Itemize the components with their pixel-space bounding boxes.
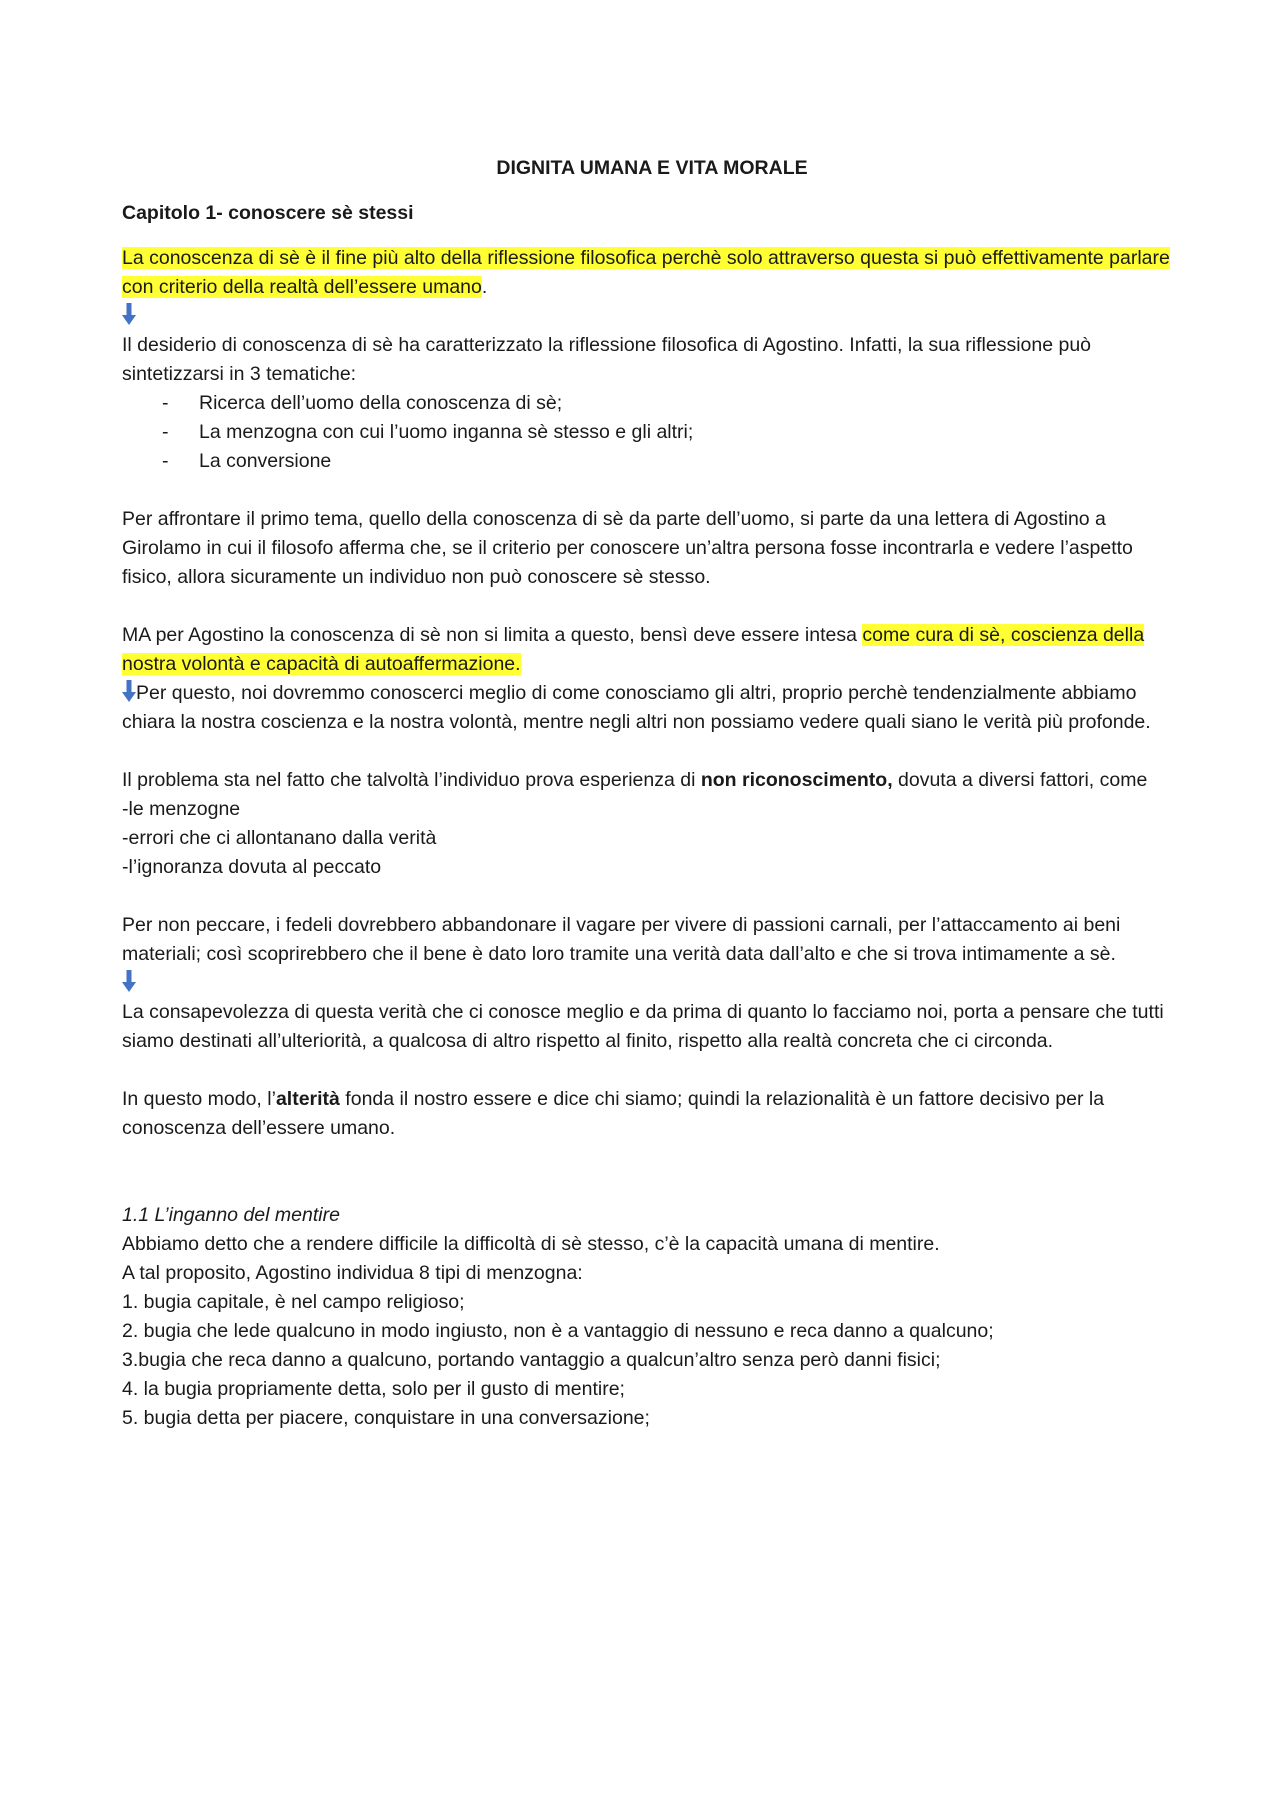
paragraph-lying: Abbiamo detto che a rendere difficile la difficoltà di sè stesso, c’è la capacità umana di mentire. <box>122 1233 940 1255</box>
period: . <box>481 276 488 298</box>
paragraph-augustine-reflection: Il desiderio di conoscenza di sè ha caratterizzato la riflessione filosofica di Agostino. Infatti, la sua riflessione può sintetizzarsi in 3 tematiche: <box>122 334 1092 385</box>
paragraph-knowing-ourselves: Per questo, noi dovremmo conoscerci meglio di come conosciamo gli altri, proprio perchè tendenzialmente abbiamo chiara la nostra coscienza e la nostra volontà, mentre negli altri non possiamo vedere quali siano le verità più profonde. <box>122 679 1182 737</box>
paragraph-awareness: La consapevolezza di questa verità che ci conosce meglio e da prima di quanto lo facciamo noi, porta a pensare che tutti siamo destinati all’ulteriorità, a qualcosa di altro rispetto al finito, rispetto alla realtà concreta che ci circonda. <box>122 1001 1164 1052</box>
factor-item: -le menzogne <box>122 798 241 820</box>
paragraph-intro <box>122 244 1182 302</box>
down-arrow-icon <box>122 679 136 703</box>
lie-type-item: 1. bugia capitale, è nel campo religioso; <box>122 1291 465 1313</box>
section-heading: 1.1 L’inganno del mentire <box>122 1204 340 1226</box>
paragraph-self-care: MA per Agostino la conoscenza di sè non si limita a questo, bensì deve essere intesa come cura di sè, coscienza della nostra volontà e capacità di autoaffermazione. <box>122 624 1145 675</box>
highlighted-text: La conoscenza di sè è il fine più alto della riflessione filosofica perchè solo attraverso questa si può effettivamente parlare con criterio della realtà dell’essere umano <box>122 247 1170 298</box>
document-title: DIGNITA UMANA E VITA MORALE <box>496 157 808 179</box>
factor-item: -l’ignoranza dovuta al peccato <box>122 856 382 878</box>
highlighted-text: come cura di sè, coscienza della nostra volontà e capacità di autoaffermazione. <box>122 624 1145 675</box>
factor-item: -errori che ci allontanano dalla verità <box>122 827 437 849</box>
themes-list <box>122 389 1182 476</box>
paragraph-alterity: In questo modo, l’alterità fonda il nostro essere e dice chi siamo; quindi la relazionalità è un fattore decisivo per la conoscenza dell’essere umano. <box>122 1088 1105 1139</box>
list-item: - La menzogna con cui l’uomo inganna sè stesso e gli altri; <box>162 421 694 443</box>
chapter-heading: Capitolo 1- conoscere sè stessi <box>122 202 414 224</box>
list-item: - La conversione <box>162 450 332 472</box>
down-arrow-icon <box>122 969 1182 998</box>
down-arrow-icon <box>122 302 1182 331</box>
lie-type-item: 3.bugia che reca danno a qualcuno, portando vantaggio a qualcun’altro senza però danni fisici; <box>122 1349 941 1371</box>
paragraph-lie-types-intro: A tal proposito, Agostino individua 8 tipi di menzogna: <box>122 1262 583 1284</box>
list-item: - Ricerca dell’uomo della conoscenza di sè; <box>162 392 563 414</box>
paragraph-not-sinning: Per non peccare, i fedeli dovrebbero abbandonare il vagare per vivere di passioni carnali, per l’attaccamento ai beni materiali; così scoprirebbero che il bene è dato loro tramite una verità data dall’alto e che si trova intimamente a sè. <box>122 914 1121 965</box>
document-body <box>122 154 1182 1433</box>
paragraph-non-recognition: Il problema sta nel fatto che talvoltà l’individuo prova esperienza di non riconoscimento, dovuta a diversi fattori, come <box>122 769 1148 791</box>
lie-type-item: 2. bugia che lede qualcuno in modo ingiusto, non è a vantaggio di nessuno e reca danno a qualcuno; <box>122 1320 994 1342</box>
lie-type-item: 4. la bugia propriamente detta, solo per il gusto di mentire; <box>122 1378 625 1400</box>
lie-type-item: 5. bugia detta per piacere, conquistare in una conversazione; <box>122 1407 650 1429</box>
paragraph-first-theme: Per affrontare il primo tema, quello della conoscenza di sè da parte dell’uomo, si parte da una lettera di Agostino a Girolamo in cui il filosofo afferma che, se il criterio per conoscere un’altra persona fosse incontrarla e vedere l’aspetto fisico, allora sicuramente un individuo non può conoscere sè stesso. <box>122 508 1133 588</box>
